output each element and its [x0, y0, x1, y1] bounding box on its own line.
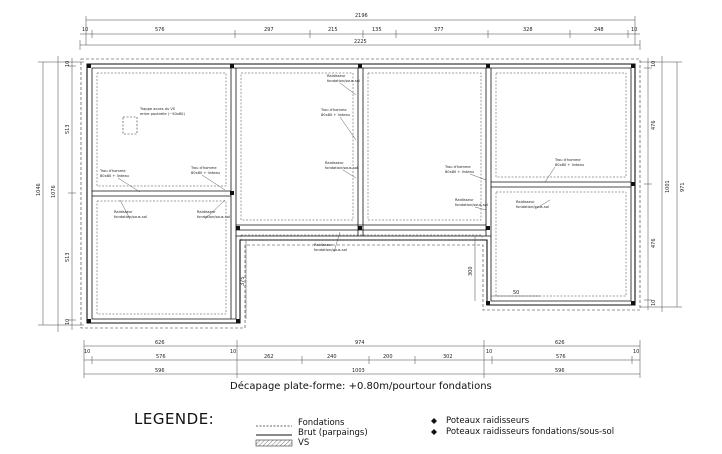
dim-bottom-row2: 302: [443, 354, 453, 360]
dim-bottom-edge-left: 10: [84, 349, 91, 355]
dim-bottom-row1: 626: [155, 340, 165, 346]
dim-left-inner: 1076: [51, 185, 57, 198]
raid-note: Raidisseur: [314, 243, 333, 247]
room-foundations: [97, 73, 626, 314]
post-marker: [236, 226, 240, 230]
raid-note: Raidisseur: [455, 198, 474, 202]
trou-note: Trou d'homme: [555, 158, 581, 162]
post-marker: [486, 64, 490, 68]
dim-top-segment: 576: [155, 27, 165, 33]
legend-label-poteaux-fondations: Poteaux raidisseurs fondations/sous-sol: [446, 427, 615, 437]
post-marker: [236, 319, 240, 323]
raid-note: fondation/sous-sol: [197, 215, 230, 219]
dim-right-outer: 971: [680, 182, 686, 192]
dim-bottom-row2: 200: [383, 354, 393, 360]
trou-note: Trou d'homme: [191, 166, 217, 170]
dim-inner-375: 375: [240, 276, 246, 286]
post-marker: [230, 64, 234, 68]
dim-bottom-row3: 596: [155, 368, 165, 374]
raid-note: Raidisseur: [327, 74, 346, 78]
dim-right-segment: 476: [651, 120, 657, 130]
left-dimensions: [38, 56, 84, 332]
post-marker: [486, 301, 490, 305]
dim-top-segment: 215: [328, 27, 338, 33]
interior-walls: [92, 68, 631, 319]
dim-top-segment: 248: [594, 27, 604, 33]
trou-note: Trou d'homme: [445, 165, 471, 169]
trou-note: 80x80 + linteau: [100, 174, 129, 178]
legend-label-poteaux: Poteaux raidisseurs: [446, 416, 530, 426]
dim-left-segment: 10: [65, 60, 71, 67]
wall-outer: [87, 64, 635, 323]
dim-bottom-edge-right: 10: [486, 349, 493, 355]
post-marker: [230, 191, 234, 195]
dim-top-overall: 2196: [355, 13, 368, 19]
legend-diamond-icon: [431, 429, 437, 435]
trap-hatch: [123, 117, 137, 134]
dim-top-total: 2225: [354, 39, 367, 45]
dim-left-segment: 513: [65, 124, 71, 134]
dim-right-segment: 10: [651, 60, 657, 67]
legend-label-fondations: Fondations: [298, 418, 345, 428]
dim-top-segment: 328: [523, 27, 533, 33]
dim-bottom-row3: 1003: [352, 368, 365, 374]
raid-note: fondation/sous-sol: [325, 166, 358, 170]
wall-outer-inner-line: [92, 68, 631, 319]
legend-label-brut: Brut (parpaings): [298, 428, 368, 438]
dim-bottom-row2: 262: [264, 354, 274, 360]
raid-note: Raidisseur: [114, 210, 133, 214]
caption-text: Décapage plate-forme: +0.80m/pourtour fondations: [230, 381, 492, 392]
dim-top-edge-right: 10: [631, 27, 638, 33]
trou-note: Trou d'homme: [321, 108, 347, 112]
right-dimensions: [640, 56, 682, 312]
dim-left-segment: 10: [65, 318, 71, 325]
trap-note: Trappe acces du VS: [140, 107, 176, 111]
dim-bottom-row2: 240: [327, 354, 337, 360]
post-marker: [87, 64, 91, 68]
dim-left-outer: 1046: [36, 183, 42, 196]
dim-bottom-row1: 974: [355, 340, 365, 346]
trou-note: 80x80 + linteau: [445, 170, 474, 174]
dim-bottom-row1: 626: [555, 340, 565, 346]
post-marker: [87, 319, 91, 323]
trou-note: 80x80 + linteau: [555, 163, 584, 167]
trou-note: 80x80 + linteau: [321, 113, 350, 117]
dim-top-segment: 297: [264, 27, 274, 33]
legend-diamond-icon: [431, 418, 437, 424]
dim-right-segment: 476: [651, 238, 657, 248]
legend-title: LEGENDE:: [134, 410, 215, 428]
dim-right-segment: 10: [651, 299, 657, 306]
dim-bottom-row2: 576: [556, 354, 566, 360]
post-marker: [486, 226, 490, 230]
raid-note: Raidisseur: [325, 161, 344, 165]
foundation-outer-outline: [81, 59, 640, 328]
legend-label-vs: VS: [298, 438, 310, 448]
dim-bottom-edge-left: 10: [230, 349, 237, 355]
post-marker: [631, 182, 635, 186]
dim-top-segment: 135: [372, 27, 382, 33]
dim-left-segment: 513: [65, 252, 71, 262]
post-marker: [631, 64, 635, 68]
dim-bottom-edge-right: 10: [633, 349, 640, 355]
dim-top-segment: 377: [434, 27, 444, 33]
legend-hatched-box-symbol: [256, 440, 292, 446]
dim-right-inner: 1001: [665, 180, 671, 193]
raid-note: Raidisseur: [197, 210, 216, 214]
post-markers: [87, 64, 635, 323]
post-marker: [631, 301, 635, 305]
dim-top-edge-left: 10: [82, 27, 89, 33]
post-marker: [358, 64, 362, 68]
trou-note: Trou d'homme: [100, 169, 126, 173]
dim-inner-300: 300: [468, 266, 474, 276]
dim-inner-50: 50: [513, 290, 520, 296]
raid-note: Raidisseur: [516, 200, 535, 204]
trap-note: entre poutrelle (~50x80): [140, 112, 185, 116]
dim-bottom-row3: 596: [555, 368, 565, 374]
trou-note: 80x80 + linteau: [191, 171, 220, 175]
raid-note: fondation/sous-sol: [314, 248, 347, 252]
raid-note: fondation/sous-sol: [455, 203, 488, 207]
raid-note: fondation/sous-sol: [516, 205, 549, 209]
raid-note: fondation/sous-sol: [327, 79, 360, 83]
dim-bottom-row2: 576: [156, 354, 166, 360]
raid-note: fondation/sous-sol: [114, 215, 147, 219]
post-marker: [358, 226, 362, 230]
